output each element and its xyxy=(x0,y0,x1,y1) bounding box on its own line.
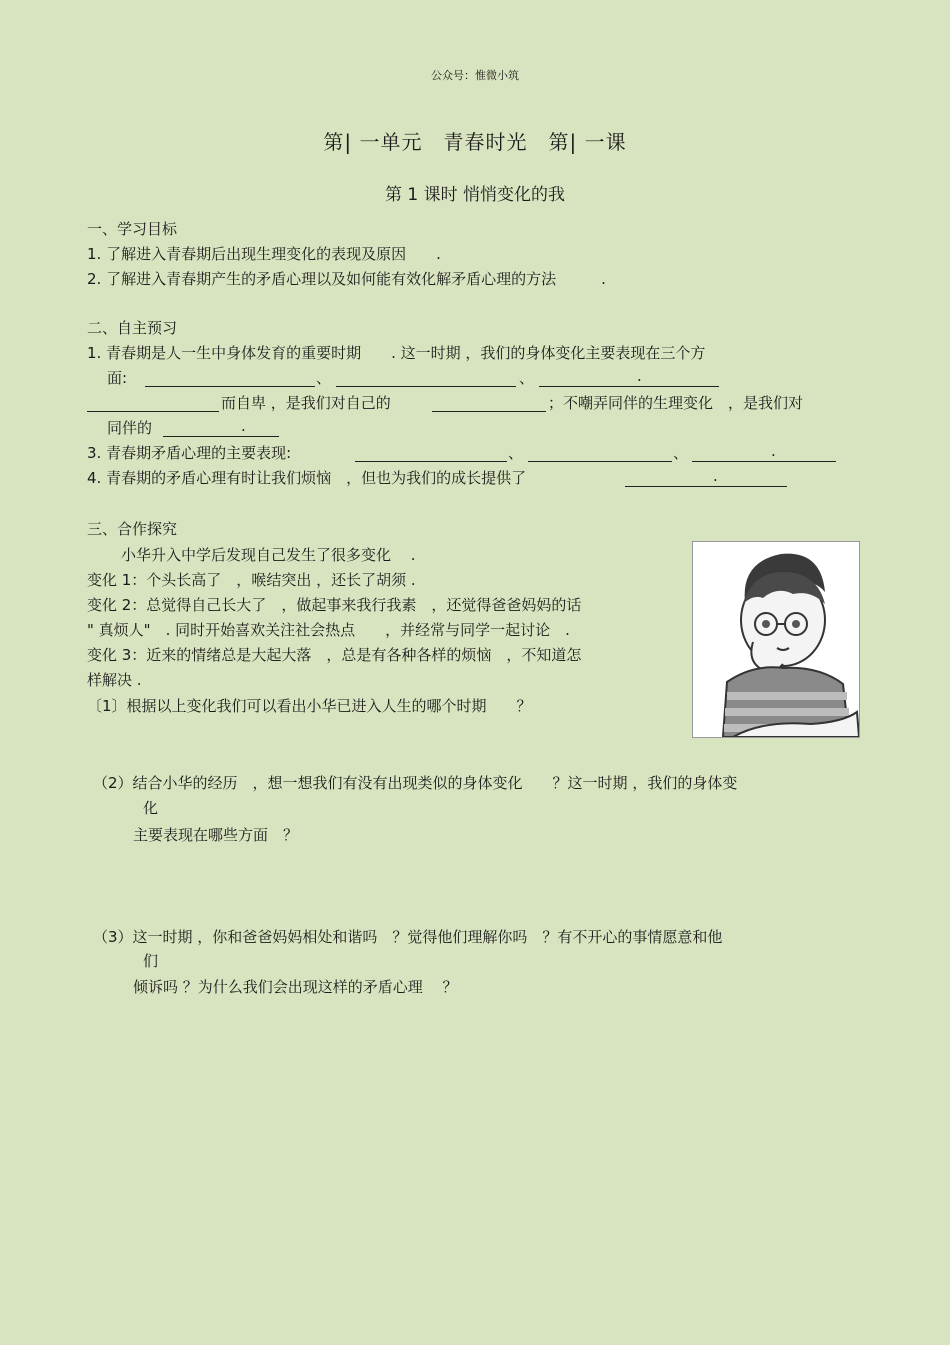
explore-question-2: （2）结合小华的经历 ，想一想我们有没有出现类似的身体变化 ？这一时期 ，我们的身体变 xyxy=(93,774,738,792)
objective-item: 1. 了解进入青春期后出现生理变化的表现及原因 . xyxy=(87,245,441,263)
explore-question-2-wrap: 化 xyxy=(143,799,159,817)
answer-blank[interactable] xyxy=(692,447,836,462)
answer-blank[interactable] xyxy=(432,397,546,412)
answer-blank[interactable] xyxy=(145,372,315,387)
explore-question-3-wrap: 们 xyxy=(143,952,159,970)
separator: 、 xyxy=(519,369,535,387)
answer-blank[interactable] xyxy=(528,447,672,462)
answer-blank[interactable] xyxy=(336,372,516,387)
preview-text: 而自卑 ，是我们对自己的 xyxy=(221,394,391,412)
answer-blank[interactable] xyxy=(163,422,279,437)
preview-question-3: 3. 青春期矛盾心理的主要表现: xyxy=(87,444,292,462)
preview-text: 面: xyxy=(107,369,128,387)
separator: 、 xyxy=(673,444,689,462)
case-change-2: 变化 2：总觉得自己长大了 ，做起事来我行我素 ，还觉得爸爸妈妈的话 xyxy=(87,596,582,614)
section-heading-explore: 三、合作探究 xyxy=(87,520,178,538)
lesson-subtitle: 第 1 课时 悄悄变化的我 xyxy=(384,185,566,205)
period-mark: . xyxy=(241,417,246,435)
preview-question-1-cont xyxy=(107,368,127,388)
boy-illustration xyxy=(692,541,860,738)
case-change-3: 变化 3：近来的情绪总是大起大落 ，总是有各种各样的烦恼 ，不知道怎 xyxy=(87,646,582,664)
section-heading-objectives: 一、学习目标 xyxy=(87,220,178,238)
separator: 、 xyxy=(508,444,524,462)
case-change-1: 变化 1：个头长高了 ，喉结突出 ，还长了胡须 . xyxy=(87,571,416,589)
section-heading-preview: 二、自主预习 xyxy=(87,319,178,337)
answer-blank[interactable] xyxy=(87,397,219,412)
case-change-3-cont: 样解决 . xyxy=(87,671,142,689)
page-header: 公众号：惟微小筑 xyxy=(431,69,519,82)
explore-question-3-cont: 倾诉吗 ？为什么我们会出现这样的矛盾心理 ？ xyxy=(133,978,458,996)
preview-text: 同伴的 xyxy=(107,419,153,437)
period-mark: . xyxy=(771,442,776,460)
explore-question-3: （3）这一时期 ，你和爸爸妈妈相处和谐吗 ？觉得他们理解你吗 ？有不开心的事情愿意和他 xyxy=(93,928,723,946)
case-intro: 小华升入中学后发现自己发生了很多变化 . xyxy=(121,546,416,564)
case-change-2-cont: " 真烦人" . 同时开始喜欢关注社会热点 ，并经常与同学一起讨论 . xyxy=(87,621,570,639)
answer-blank[interactable] xyxy=(625,472,787,487)
boy-resting-chin-icon xyxy=(693,542,859,737)
preview-text: ；不嘲弄同伴的生理变化 ，是我们对 xyxy=(548,394,804,412)
answer-blank[interactable] xyxy=(539,372,719,387)
page-title: 第| 一单元 青春时光 第| 一课 xyxy=(323,130,627,154)
period-mark: . xyxy=(713,467,718,485)
explore-question-2-cont: 主要表现在哪些方面 ？ xyxy=(133,826,299,844)
answer-blank[interactable] xyxy=(355,447,507,462)
preview-question-1: 1. 青春期是人一生中身体发育的重要时期 . 这一时期 ，我们的身体变化主要表现在三个方 xyxy=(87,344,706,362)
preview-question-4: 4. 青春期的矛盾心理有时让我们烦恼 ，但也为我们的成长提供了 xyxy=(87,469,527,487)
explore-question-1: 〔1〕根据以上变化我们可以看出小华已进入人生的哪个时期 ？ xyxy=(87,697,532,715)
period-mark: . xyxy=(637,367,642,385)
objective-item: 2. 了解进入青春期产生的矛盾心理以及如何能有效化解矛盾心理的方法 . xyxy=(87,270,606,288)
separator: 、 xyxy=(316,369,332,387)
